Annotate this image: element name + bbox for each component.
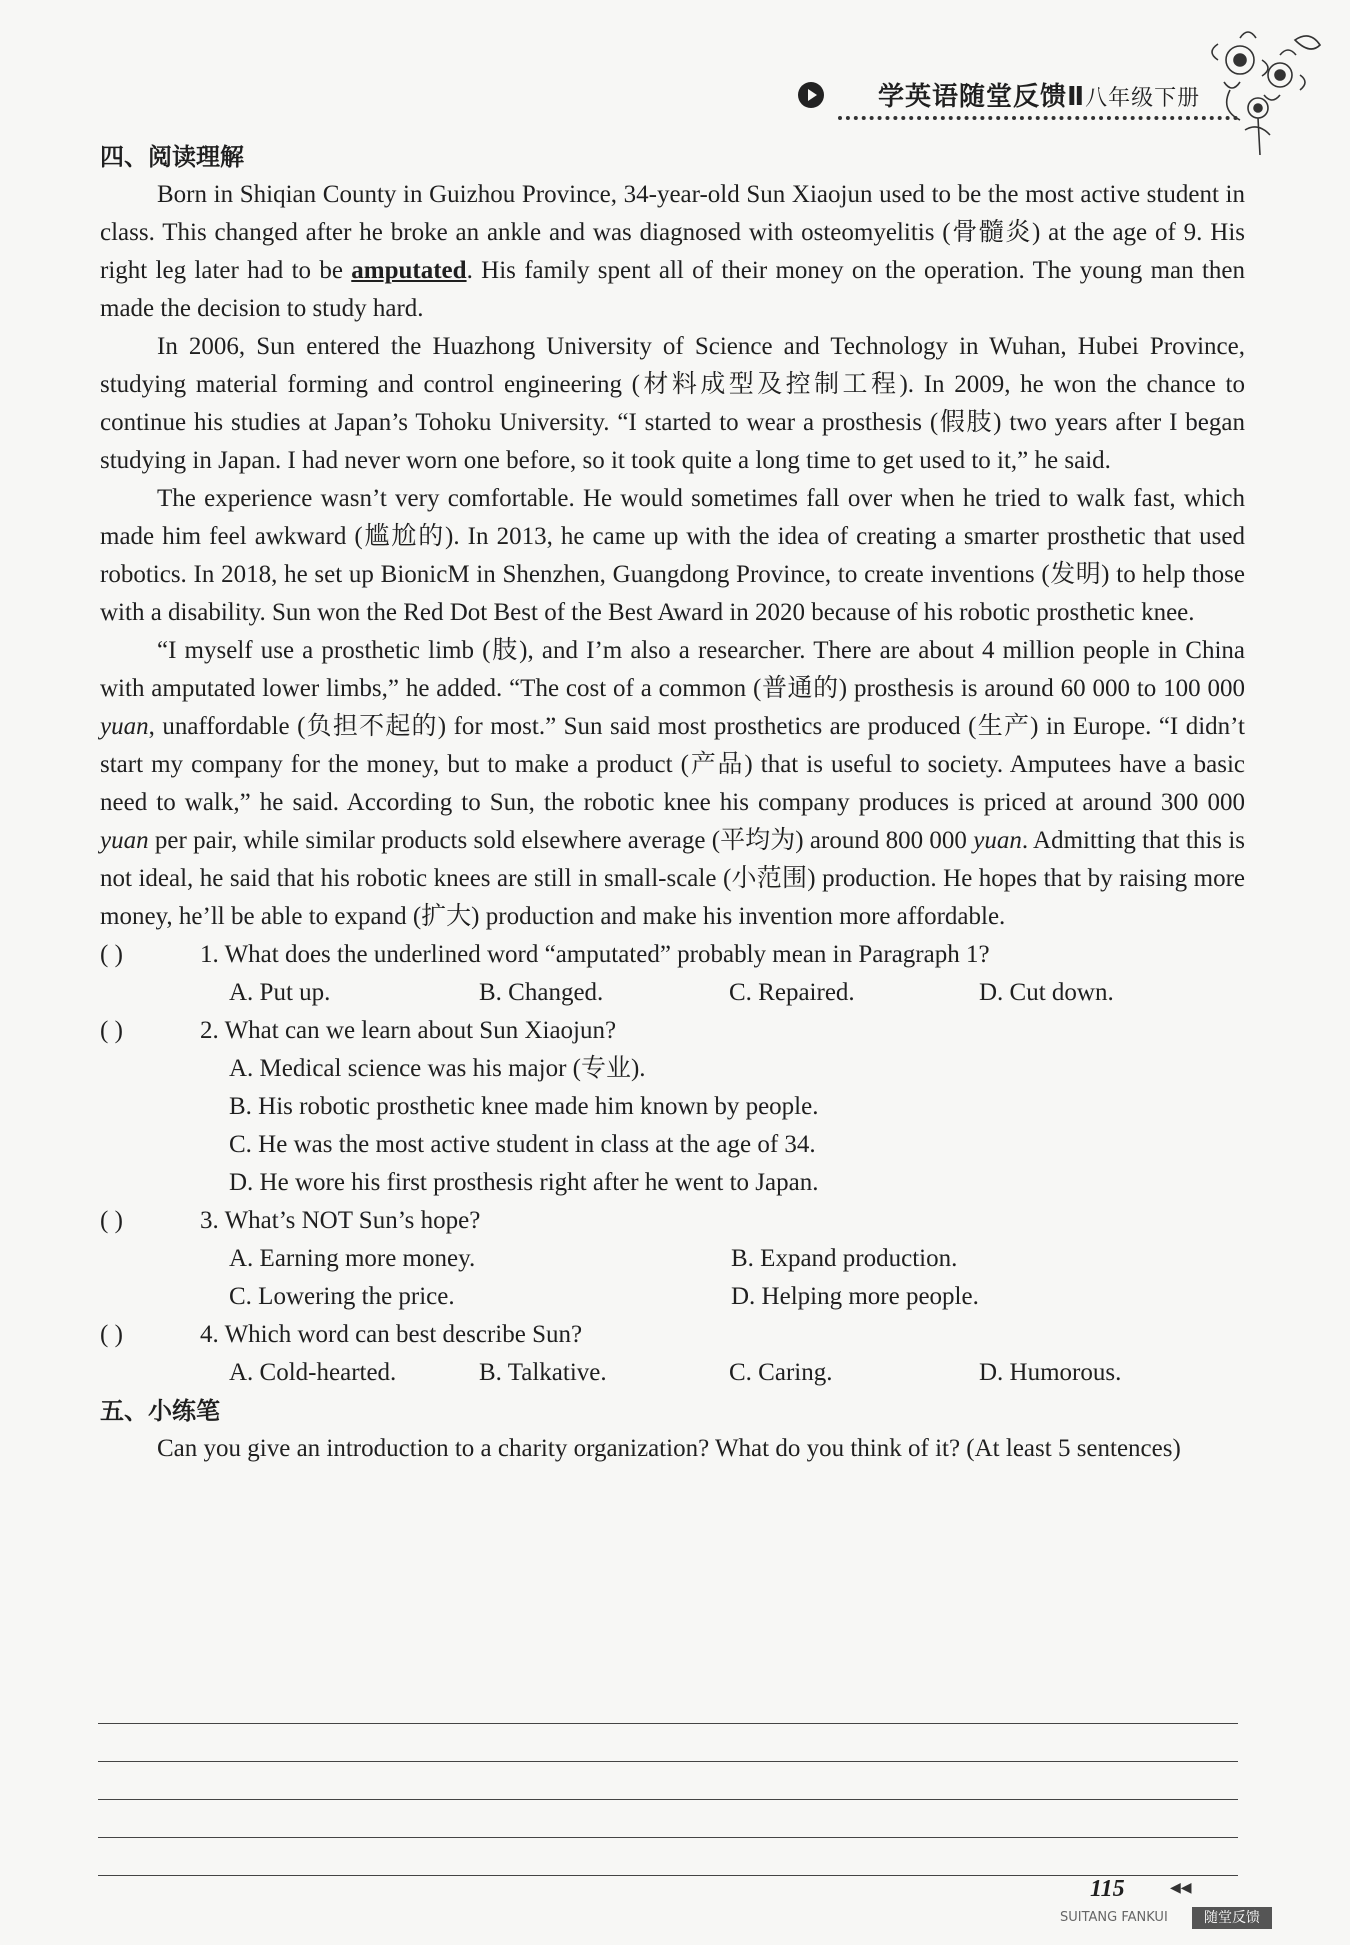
option-d: D. Helping more people. bbox=[731, 1283, 979, 1310]
option-c: C. Lowering the price. bbox=[229, 1283, 455, 1310]
question-3 bbox=[100, 1202, 1245, 1240]
question-4 bbox=[100, 1316, 1245, 1354]
paragraph-4-text-c: per pair, while similar products sold elsewhere average (平均为) around 800 000 bbox=[148, 827, 974, 854]
paragraph-4 bbox=[100, 632, 1245, 936]
question-number: 3. bbox=[200, 1207, 219, 1234]
writing-line[interactable] bbox=[98, 1762, 1238, 1800]
page-number: 115 bbox=[1090, 1876, 1125, 1902]
answer-blank[interactable]: ( ) bbox=[100, 1017, 123, 1044]
option-a: A. Cold-hearted. bbox=[229, 1359, 397, 1386]
italic-yuan: yuan bbox=[100, 713, 149, 740]
play-icon bbox=[798, 82, 824, 108]
option-b: B. Changed. bbox=[479, 979, 604, 1006]
writing-line[interactable] bbox=[98, 1686, 1238, 1724]
answer-blank[interactable]: ( ) bbox=[100, 1321, 123, 1348]
writing-prompt: Can you give an introduction to a charity organization? What do you think of it? (At least 5 sentences) bbox=[157, 1435, 1181, 1462]
paragraph-4-text-a: “I myself use a prosthetic limb (肢), and I’m also a researcher. There are about 4 million people in China with amputated lower limbs,” he added. “The cost of a common (普通的) prosthesis is around 60 000 to 100 000 bbox=[100, 637, 1245, 702]
paragraph-1-text-c: . His family spent all of their money on the operation. The young man then made the decision to study hard. bbox=[100, 257, 1245, 322]
option-a: A. Medical science was his major (专业). bbox=[229, 1055, 646, 1082]
question-number: 4. bbox=[200, 1321, 219, 1348]
option-a: A. Earning more money. bbox=[229, 1245, 476, 1272]
footer-brand bbox=[1060, 1907, 1272, 1929]
paragraph-4-text-d: . Admitting that this is not ideal, he said that his robotic knees are still in small-scale (小范围) production. He hopes that by raising more money, he’ll be able to expand (扩大) production and make his invention more affordable. bbox=[100, 827, 1246, 930]
reading-section bbox=[100, 138, 1245, 1468]
book-title-sub: 八年级下册 bbox=[1085, 86, 1201, 111]
question-number: 1. bbox=[200, 941, 219, 968]
writing-line[interactable] bbox=[98, 1838, 1238, 1876]
paragraph-1 bbox=[100, 176, 1245, 328]
footer-brand-cn: 随堂反馈 bbox=[1192, 1907, 1272, 1929]
question-stem: What’s NOT Sun’s hope? bbox=[224, 1207, 481, 1234]
option-b: B. Talkative. bbox=[479, 1359, 607, 1386]
italic-yuan: yuan bbox=[973, 827, 1022, 854]
option-b: B. His robotic prosthetic knee made him known by people. bbox=[229, 1093, 819, 1120]
italic-yuan: yuan bbox=[100, 827, 149, 854]
answer-blank[interactable]: ( ) bbox=[100, 1207, 123, 1234]
section-title-reading: 四、阅读理解 bbox=[100, 143, 244, 171]
option-c: C. Caring. bbox=[729, 1359, 833, 1386]
question-stem: What does the underlined word “amputated” probably mean in Paragraph 1? bbox=[224, 941, 990, 968]
question-4-options bbox=[229, 1354, 1245, 1392]
option-c: C. Repaired. bbox=[729, 979, 855, 1006]
writing-line[interactable] bbox=[98, 1724, 1238, 1762]
footer-brand-en: SUITANG FANKUI bbox=[1060, 1910, 1168, 1925]
question-stem: What can we learn about Sun Xiaojun? bbox=[224, 1017, 617, 1044]
double-arrow-left-icon: ◀◀ bbox=[1170, 1881, 1192, 1896]
paragraph-3: The experience wasn’t very comfortable. He would sometimes fall over when he tried to walk fast, which made him feel awkward (尴尬的). In 2013, he came up with the idea of creating a smarter prosthetic that used robotics. In 2018, he set up BionicM in Shenzhen, Guangdong Province, to create inventions (发明) to help those with a disability. Sun won the Red Dot Best of the Best Award in 2020 because of his robotic prosthetic knee. bbox=[100, 485, 1245, 626]
question-number: 2. bbox=[200, 1017, 219, 1044]
option-c: C. He was the most active student in class at the age of 34. bbox=[229, 1131, 816, 1158]
question-3-options bbox=[229, 1240, 1245, 1316]
paragraph-4-text-b: , unaffordable (负担不起的) for most.” Sun said most prosthetics are produced (生产) in Europe. “I didn’t start my company for the money, but to make a product (产品) that is useful to society. Amputees have a basic need to walk,” he said. According to Sun, the robotic knee his company produces is priced at around 300 000 bbox=[100, 713, 1245, 816]
writing-line[interactable] bbox=[98, 1800, 1238, 1838]
option-d: D. He wore his first prosthesis right after he went to Japan. bbox=[229, 1169, 819, 1196]
book-title bbox=[878, 76, 1200, 113]
question-1 bbox=[100, 936, 1245, 974]
header-dotted-rule bbox=[838, 116, 1238, 120]
writing-area[interactable] bbox=[98, 1686, 1238, 1876]
option-b: B. Expand production. bbox=[731, 1245, 958, 1272]
question-stem: Which word can best describe Sun? bbox=[224, 1321, 583, 1348]
book-title-main: 学英语随堂反馈Ⅱ bbox=[878, 82, 1086, 112]
option-a: A. Put up. bbox=[229, 979, 331, 1006]
question-2-options bbox=[229, 1050, 1245, 1202]
answer-blank[interactable]: ( ) bbox=[100, 941, 123, 968]
question-1-options bbox=[229, 974, 1245, 1012]
option-d: D. Humorous. bbox=[979, 1359, 1122, 1386]
question-2 bbox=[100, 1012, 1245, 1050]
paragraph-2: In 2006, Sun entered the Huazhong University of Science and Technology in Wuhan, Hubei Province, studying material forming and control engineering (材料成型及控制工程). In 2009, he won the chance to continue his studies at Japan’s Tohoku University. “I started to wear a prosthesis (假肢) two years after I began studying in Japan. I had never worn one before, so it took quite a long time to get used to it,” he said. bbox=[100, 333, 1245, 474]
paragraph-1-text-a: Born in Shiqian County in Guizhou Province, 34-year-old Sun Xiaojun used to be the most active student in class. This changed after he broke an ankle and was diagnosed with osteomyelitis (骨髓炎) at the age of 9. His right leg later had to be bbox=[100, 181, 1245, 284]
underlined-word-amputated: amputated bbox=[351, 257, 467, 284]
option-d: D. Cut down. bbox=[979, 979, 1114, 1006]
section-title-writing: 五、小练笔 bbox=[100, 1397, 220, 1425]
